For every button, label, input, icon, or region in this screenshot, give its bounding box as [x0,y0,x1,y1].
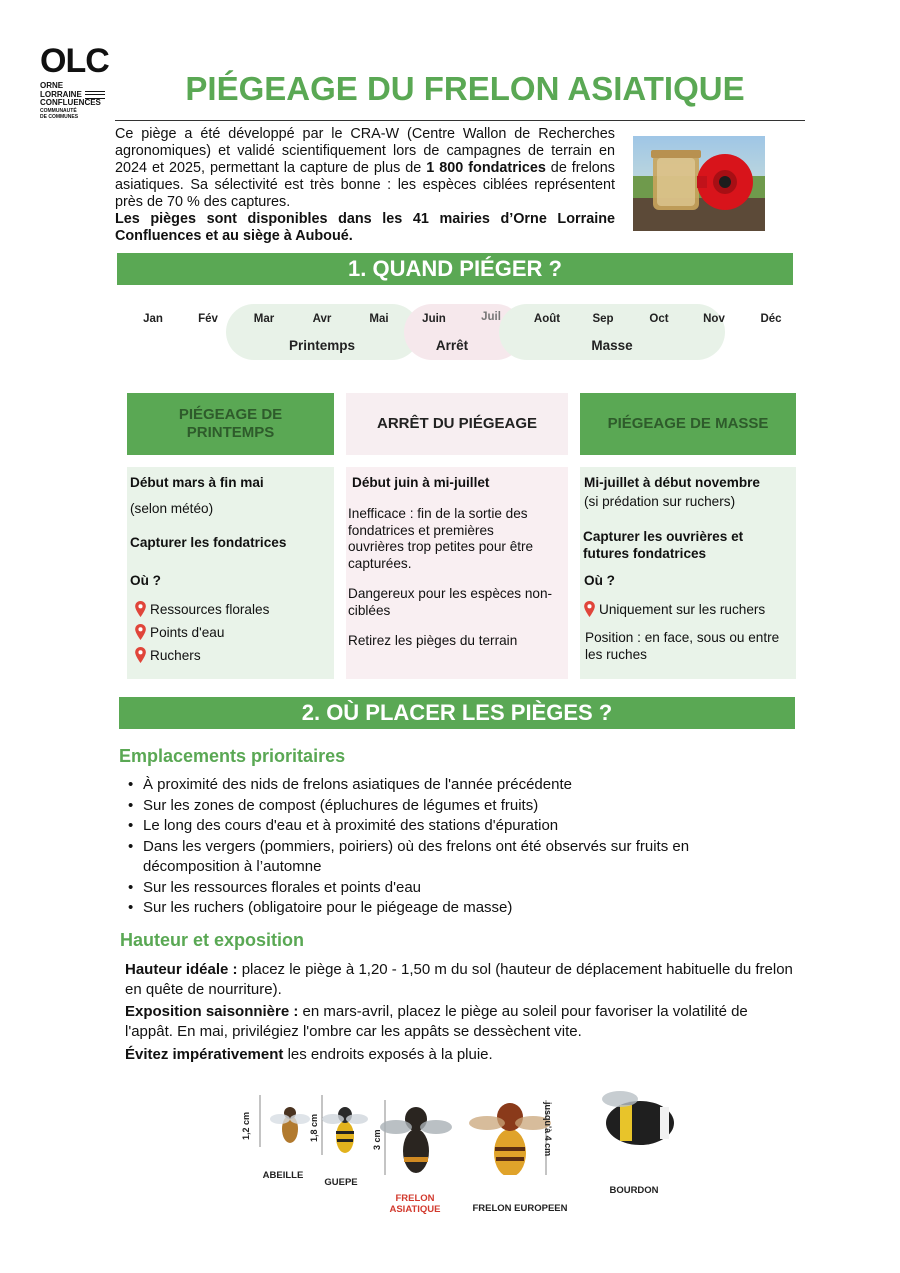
month-oct: Oct [649,313,669,325]
month-nov: Nov [703,313,725,325]
location-pin-icon [135,601,146,617]
column-arret-title: ARRÊT DU PIÉGEAGE [376,415,538,432]
page-title: PIÉGEAGE DU FRELON ASIATIQUE [185,70,745,107]
column-printemps-header [127,393,334,455]
masse-goal: Capturer les ouvrières et futures fondatrices [583,529,744,561]
intro-part-b: de frelons asiatiques. Sa sélectivité est très bonne : les espèces ciblées représentent près de 70 % des captures. [115,160,615,210]
trap-photo [633,136,765,231]
arret-inefficace: Inefficace : fin de la sortie des fondatrices et premières ouvrières trop petites pour être capturées. [348,506,534,571]
intro-bold-count: 1 800 fondatrices [426,160,546,176]
location-pin-icon [135,624,146,640]
list-item: • Sur les zones de compost (épluchures de légumes et fruits) [125,796,775,817]
height-paragraph [125,960,797,1000]
masse-position: Position : en face, sous ou entre les ruches [585,630,780,662]
logo-line-communes: DE COMMUNES [40,113,79,120]
column-printemps-body [127,467,334,679]
intro-text [115,126,615,245]
arret-retirez: Retirez les pièges du terrain [348,633,518,648]
insect-label-guepe: GUEPE [324,1177,358,1188]
month-juil: Juil [481,311,501,323]
month-mai: Mai [369,313,389,325]
arret-dates: Début juin à mi-juillet [352,475,490,490]
avoid-paragraph [125,1045,797,1065]
wasp-icon [322,1095,368,1155]
logo-line-communaute: COMMUNAUTÉ [40,107,77,114]
subheading-hauteur: Hauteur et exposition [120,930,305,950]
place-item [135,647,201,665]
insect-label-frelon-asiatique: FRELON ASIATIQUE [389,1193,441,1215]
logo-line-confluences: CONFLUENCES [40,98,101,108]
month-dec: Déc [760,313,782,325]
place-item [135,624,224,642]
exposition-label: Exposition saisonnière : [125,1003,299,1020]
column-arret-body [346,467,568,679]
location-pin-icon [584,601,595,617]
month-jan: Jan [143,313,163,325]
list-item: • À proximité des nids de frelons asiatiques de l'année précédente [125,775,775,796]
height-label: Hauteur idéale : [125,961,238,978]
logo-olc: OLC [40,42,109,80]
avoid-text: les endroits exposés à la pluie. [283,1046,493,1063]
european-hornet-size: jusqu'à 4 cm [543,1102,553,1157]
asian-hornet-icon [380,1100,452,1175]
bee-size: 1,2 cm [241,1111,251,1140]
place-item [584,601,765,619]
month-mar: Mar [253,313,275,325]
list-item: • Sur les ruchers (obligatoire pour le piégeage de masse) [125,898,775,919]
intro-availability-text: Les pièges sont disponibles dans les 41 mairies d’Orne Lorraine Confluences et au siège à Auboué. [115,211,615,244]
logo-line-lorraine: LORRAINE [40,89,82,99]
logo-stripes-icon [85,91,105,99]
insect-label-bourdon: BOURDON [609,1185,659,1196]
height-text: placez le piège à 1,20 - 1,50 m du sol (hauteur de déplacement habituelle du frelon en quête de nourriture). [125,961,793,998]
emplacements-list [125,775,775,919]
asian-hornet-size: 3 cm [372,1129,382,1150]
subheading-emplacements: Emplacements prioritaires [119,746,346,766]
printemps-goal: Capturer les fondatrices [130,535,287,550]
insect-label-abeille: ABEILLE [262,1170,304,1181]
period-masse-label: Masse [591,338,633,353]
printemps-dates: Début mars à fin mai [130,475,264,490]
intro-part-a: Ce piège a été développé par le CRA-W (Centre Wallon de Recherches agronomiques) et validé scientifiquement lors de campagnes de terrain en 2024 et 2025, permettant la capture de plus de [115,126,615,176]
place-item [135,601,269,619]
intro-paragraph [115,126,615,211]
insects-illustration [220,1075,740,1175]
section-where-banner: 2. OÙ PLACER LES PIÈGES ? [119,697,795,729]
insect-label-frelon-europeen: FRELON EUROPEEN [472,1203,568,1214]
column-masse-header [580,393,796,455]
place-ruchers: Ruchers [150,648,201,663]
arret-dangereux: Dangereux pour les espèces non-ciblées [348,586,553,618]
period-printemps-label: Printemps [288,338,356,353]
intro-availability [115,211,615,245]
month-aout: Août [533,313,561,325]
printemps-note: (selon météo) [130,501,214,516]
location-pin-icon [135,647,146,663]
logo-line-orne: ORNE [40,81,64,90]
month-sep: Sep [592,313,614,325]
avoid-label: Évitez impérativement [125,1046,284,1063]
column-masse-body [580,467,796,679]
european-hornet-icon [469,1100,551,1175]
printemps-where: Où ? [130,573,161,588]
exposition-paragraph [125,1002,797,1042]
section-when-banner: 1. QUAND PIÉGER ? [117,253,793,285]
month-juin: Juin [422,313,446,325]
list-item: • Dans les vergers (pommiers, poiriers) où des frelons ont été observés sur fruits en décomposition à l’automne [125,837,775,878]
list-item: • Sur les ressources florales et points d'eau [125,878,775,899]
exposition-text: en mars-avril, placez le piège au soleil pour favoriser la volatilité de l'appât. En mai, privilégiez l'ombre car les appâts se dessèchent vite. [125,1003,748,1040]
column-masse-title: PIÉGEAGE DE MASSE [607,415,769,432]
place-points-eau: Points d'eau [150,625,225,640]
bee-icon [260,1095,310,1147]
period-arret-label: Arrêt [435,338,469,353]
masse-note: (si prédation sur ruchers) [584,494,736,509]
month-avr: Avr [312,313,332,325]
masse-where: Où ? [584,573,615,588]
insect-comparison [220,1075,740,1220]
bumblebee-icon [602,1091,674,1145]
column-printemps-title: PIÉGEAGE DE PRINTEMPS [178,406,283,441]
logo-subtitle [40,82,105,120]
masse-dates: Mi-juillet à début novembre [584,475,760,490]
title-divider [115,120,805,121]
column-arret-header [346,393,568,455]
wasp-size: 1,8 cm [309,1113,319,1142]
place-uniquement-ruchers: Uniquement sur les ruchers [599,602,766,617]
list-item: • Le long des cours d'eau et à proximité des stations d'épuration [125,816,775,837]
month-fev: Fév [198,313,218,325]
place-ressources-florales: Ressources florales [150,602,270,617]
